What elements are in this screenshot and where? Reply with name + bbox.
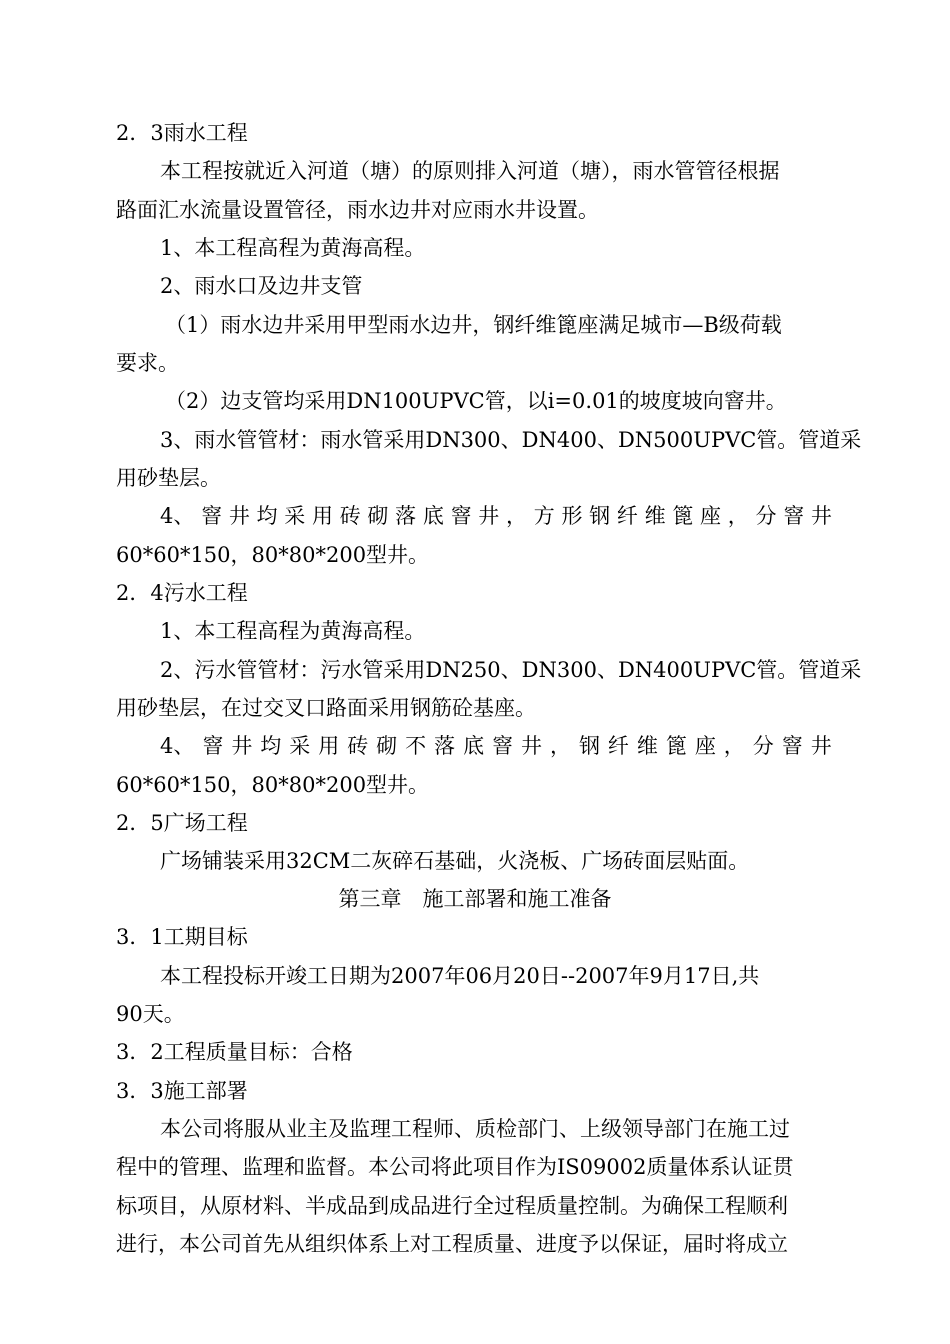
paragraph-line: 用砂垫层，在过交叉口路面采用钢筋砼基座。 [116,696,536,720]
justified-char: 座 [694,734,716,758]
justified-char: 井 [521,734,542,758]
paragraph-line: 60*60*150，80*80*200型井。 [116,773,430,797]
justified-char: 钢 [589,504,611,528]
paragraph-line: 路面汇水流量设置管径，雨水边井对应雨水井设置。 [116,198,599,222]
section-heading: 2．4污水工程 [116,581,248,605]
justified-char: 均 [260,734,282,758]
justified-char: 井 [228,504,250,528]
justified-char: 4、 [160,504,195,528]
paragraph-line: 2、雨水口及边井支管 [160,274,363,298]
justified-char: 篦 [672,504,694,528]
section-heading: 2．5广场工程 [116,811,248,835]
justified-char: 不 [405,734,427,758]
justified-char: 维 [636,734,658,758]
justified-char: 井 [810,504,832,528]
justified-char: 纤 [616,504,638,528]
paragraph-line: 1、本工程高程为黄海高程。 [160,619,426,643]
justified-char: ， [506,504,527,528]
justified-char: 纤 [607,734,629,758]
justified-char: ， [727,504,749,528]
section-heading: 2．3雨水工程 [116,121,248,145]
paragraph-line: （1）雨水边井采用甲型雨水边井，钢纤维篦座满足城市—B级荷载 [165,313,782,337]
justified-char: 形 [561,504,583,528]
justified-char: 篦 [665,734,687,758]
justified-char: 维 [644,504,666,528]
section-heading: 3．1工期目标 [116,925,248,949]
paragraph-line: 60*60*150，80*80*200型井。 [116,543,430,567]
justified-char: 方 [533,504,555,528]
paragraph-line: 本工程投标开竣工日期为2007年06月20日--2007年9月17日,共 [160,964,760,988]
section-heading: 3．2工程质量目标：合格 [116,1040,353,1064]
justified-char: 井 [810,734,832,758]
justified-char: 分 [752,734,774,758]
justified-char: 底 [422,504,444,528]
justified-char: 用 [318,734,340,758]
paragraph-line: （2）边支管均采用DN100UPVC管，以i=0.01的坡度坡向窨井。 [165,389,787,413]
section-heading: 3．3施工部署 [116,1079,248,1103]
justified-char: 井 [231,734,253,758]
paragraph-line: 3、雨水管管材：雨水管采用DN300、DN400、DN500UPVC管。管道采 [160,428,862,452]
justified-char: 井 [478,504,500,528]
paragraph-line: 本工程按就近入河道（塘）的原则排入河道（塘），雨水管管径根据 [160,159,780,183]
paragraph-line: 要求。 [116,351,179,375]
paragraph-line: 程中的管理、监理和监督。本公司将此项目作为IS09002质量体系认证贯 [116,1155,794,1179]
paragraph-line: 标项目，从原材料、半成品到成品进行全过程质量控制。为确保工程顺利 [116,1194,788,1218]
justified-char: 落 [434,734,456,758]
justified-char: 分 [755,504,777,528]
justified-char: 砌 [376,734,398,758]
justified-char: 落 [395,504,417,528]
chapter-title: 第三章 施工部署和施工准备 [338,887,612,911]
paragraph-line: 本公司将服从业主及监理工程师、质检部门、上级领导部门在施工过 [160,1117,790,1141]
justified-line-sewage-well [160,733,832,759]
paragraph-line: 广场铺装采用32CM二灰碎石基础，火浇板、广场砖面层贴面。 [160,849,750,873]
justified-char: 采 [289,734,311,758]
justified-char: 4、 [160,734,195,758]
justified-char: 窨 [202,734,224,758]
paragraph-line: 2、污水管管材：污水管采用DN250、DN300、DN400UPVC管。管道采 [160,658,862,682]
justified-char: 座 [700,504,722,528]
justified-char: ， [549,734,571,758]
paragraph-line: 用砂垫层。 [116,466,221,490]
justified-char: 底 [463,734,485,758]
justified-char: 钢 [578,734,600,758]
justified-char: 用 [311,504,333,528]
justified-char: 窨 [201,504,223,528]
justified-char: 砌 [367,504,389,528]
justified-char: ， [723,734,745,758]
justified-char: 窨 [783,504,805,528]
justified-char: 均 [256,504,278,528]
justified-char: 窨 [450,504,472,528]
paragraph-line: 1、本工程高程为黄海高程。 [160,236,426,260]
justified-char: 窨 [492,734,514,758]
justified-line-rain-well [160,503,832,529]
justified-char: 砖 [347,734,369,758]
justified-char: 采 [284,504,306,528]
justified-char: 砖 [339,504,361,528]
paragraph-line: 90天。 [116,1002,185,1026]
justified-char: 窨 [781,734,803,758]
paragraph-line: 进行，本公司首先从组织体系上对工程质量、进度予以保证，届时将成立 [116,1232,788,1256]
